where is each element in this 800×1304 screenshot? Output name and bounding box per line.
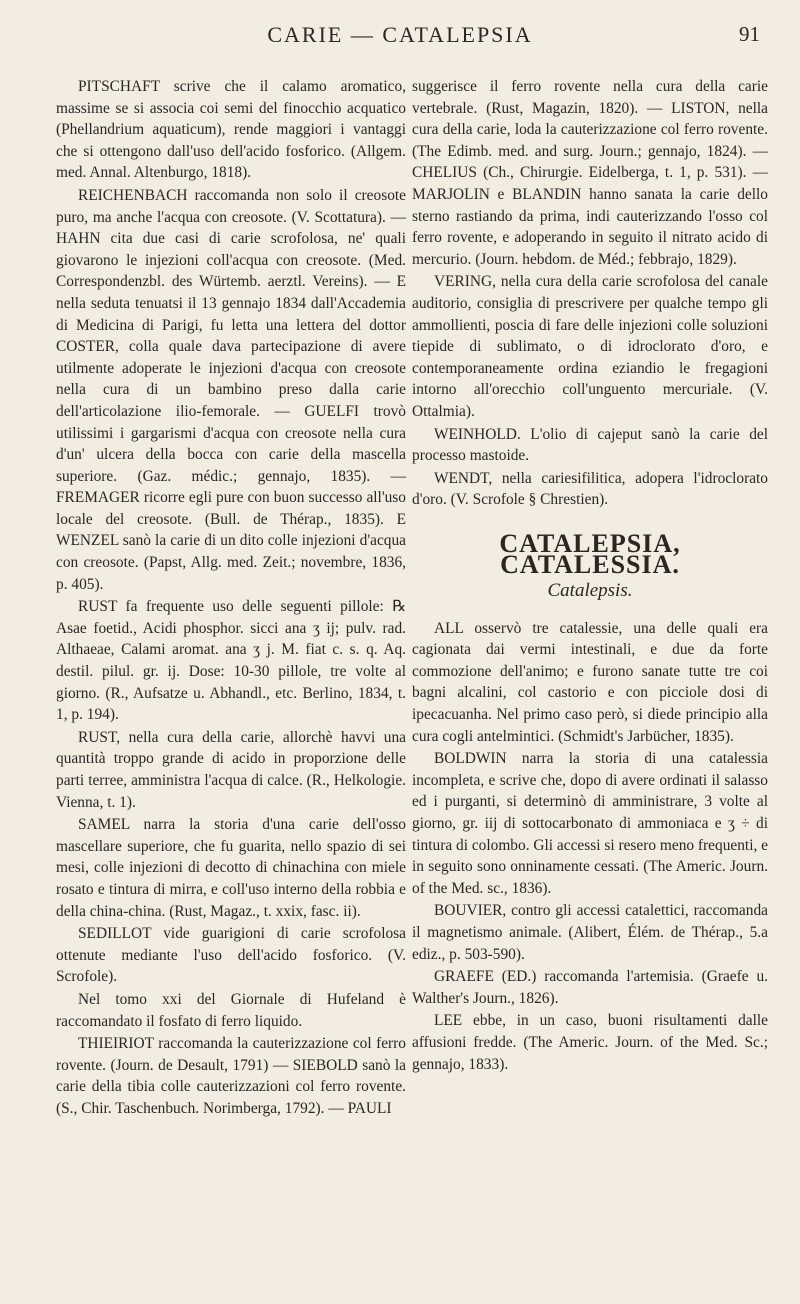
paragraph-weinhold: WEINHOLD. L'olio di cajeput sanò la carie del processo mastoide. [412, 425, 768, 465]
paragraph-rust-calce: RUST, nella cura della carie, allorchè havvi una quantità troppo grande di acido in proporzione delle parti terree, amministra l'acqua di calce. (R., Helkologie. Vienna, t. 1). [56, 728, 406, 811]
paragraph-continuation: suggerisce il ferro rovente nella cura della carie vertebrale. (Rust, Magazin, 1820). — LISTON, nella cura della carie, loda la cauterizzazione col ferro rovente. (The Edimb. med. and surg. Journ.; gennajo, 1824). — CHELIUS (Ch., Chirurgie. Eidelberga, t. 1, p. 531). — MARJOLIN e BLANDIN hanno sanata la carie dello sterno rastiando da prima, indi cauterizzando l'osso col ferro rovente, e adoperando in seguito il nitrato acido di mercurio. (Journ. hebdom. de Méd.; febbrajo, 1829). [412, 78, 768, 268]
paragraph-thieiriot: THIEIRIOT raccomanda la cauterizzazione col ferro rovente. (Journ. de Desault, 1791) — SIEBOLD sanò la carie della tibia colle cauterizzazioni col ferro rovente. (S., Chir. Taschenbuch. Norimberga, 1792). — PAULI [56, 1035, 406, 1117]
paragraph-graefe: GRAEFE (ED.) raccomanda l'artemisia. (Graefe u. Walther's Journ., 1826). [412, 968, 768, 1007]
paragraph-reichenbach: REICHENBACH raccomanda non solo il creosote puro, ma anche l'acqua con creosote. (V. Scottatura). — HAHN cita due casi di carie scrofolosa, ne' quali giovarono le injezioni coll'acqua con creosote. (Med. Correspondenzbl. des Würtemb. aerztl. Vereins). — E nella seduta tenuatsi il 13 gennajo 1834 dall'Accademia di Medicina di Parigi, fu letta una lettera del dottor COSTER, colla quale dava partecipazione di avere utilmente adoperate le injezioni d'acqua con creosote nella cura di un bambino preso dalla carie dell'articolazione ilio-femorale. — GUELFI trovò utilissimi i gargarismi d'acqua con creosote nella cura d'un' ulcera della bocca con carie della mascella superiore. (Gaz. médic.; gennajo, 1835). — FREMAGER ricorre egli pure con buon successo all'uso locale del creosote. (Bull. de Thérap., 1835). E WENZEL sanò la carie di un dito colle injezioni d'acqua con creosote. (Papst, Allg. med. Zeit.; novembre, 1836, p. 405). [56, 186, 406, 593]
paragraph-all: ALL osservò tre catalessie, una delle quali era cagionata dai vermi intestinali, e due da forte commozione dell'animo; e furono sanate tutte tre coi bagni alcalini, col castorio e con picciole dosi di ipecacuanha. Nel primo caso però, si diede principio alla cura cogli antelmintici. (Schmidt's Jarbücher, 1835). [412, 619, 768, 745]
paragraph-bouvier: BOUVIER, contro gli accessi catalettici, raccomanda il magnetismo animale. (Alibert, Élém. de Thérap., 5.a ediz., p. 503-590). [412, 902, 768, 963]
paragraph-rust-pills: RUST fa frequente uso delle seguenti pillole: ℞ Asae foetid., Acidi phosphor. sicci ana ʒ ij; pulv. rad. Althaeae, Calami aromat. ana ʒ j. M. fiat c. s. q. Aq. destil. pilul. gr. ij. Dose: 10-30 pillole, tre volte al giorno. (R., Aufsatze u. Abhandl., etc. Berlino, 1834, t. 1, p. 194). [56, 598, 406, 724]
paragraph-sedillot: SEDILLOT vide guarigioni di carie scrofolosa ottenute mediante l'uso dell'acido fosforico. (V. Scrofole). [56, 925, 406, 986]
paragraph-pitschaft: PITSCHAFT scrive che il calamo aromatico, massime se si associa coi semi del finocchio acquatico (Phellandrium aquaticum), rende maggiori i vantaggi che si ottengono dall'uso dell'acido fosforico. (Allgem. med. Annal. Altenburgo, 1818). [56, 78, 406, 182]
paragraph-wendt: WENDT, nella cariesifilitica, adopera l'idroclorato d'oro. (V. Scrofole § Chrestien). [412, 469, 768, 509]
running-title: CARIE — CATALEPSIA [267, 22, 533, 47]
paragraph-boldwin: BOLDWIN narra la storia di una catalessia incompleta, e scrive che, dopo di avere ordinati il salasso ed i purganti, si determinò di amministrare, 3 volte al giorno, gr. iij di sottocarbonato di ammoniaca e ʒ ÷ di tintura di colombo. Gli accessi si resero meno frequenti, e in seguito sono onninamente cessati. (The Americ. Journ. of the Med. sc., 1836). [412, 750, 769, 897]
section-title: CATALEPSIA, CATALESSIA. [499, 528, 681, 580]
paragraph-vering: VERING, nella cura della carie scrofolosa del canale auditorio, consiglia di prescrivere per qualche tempo gli ammollienti, poscia di fare delle injezioni colle soluzioni tiepide di sublimato, o di idroclorato d'oro, e contemporaneamente ordina eziandio le fregagioni intorno all'orecchio coll'unguento mercuriale. (V. Ottalmia). [412, 273, 768, 420]
section-subtitle: Catalepsis. [547, 580, 633, 602]
page-number: 91 [739, 22, 760, 46]
paragraph-hufeland: Nel tomo xxi del Giornale di Hufeland è raccomandato il fosfato di ferro liquido. [56, 990, 406, 1030]
running-head [0, 12, 800, 52]
right-column [412, 76, 768, 1076]
paragraph-lee: LEE ebbe, in un caso, buoni risultamenti dalle affusioni fredde. (The Americ. Journ. of the Med. Sc.; gennajo, 1833). [412, 1012, 768, 1073]
left-column [56, 76, 406, 1121]
paragraph-samel: SAMEL narra la storia d'una carie dell'osso mascellare superiore, che fu guarita, nello spazio di sei mesi, colle injezioni di decotto di chinachina con miele rosato e tintura di mirra, e coll'uso interno della robbia e della china-china. (Rust, Magaz., t. xxix, fasc. ii). [56, 816, 406, 920]
